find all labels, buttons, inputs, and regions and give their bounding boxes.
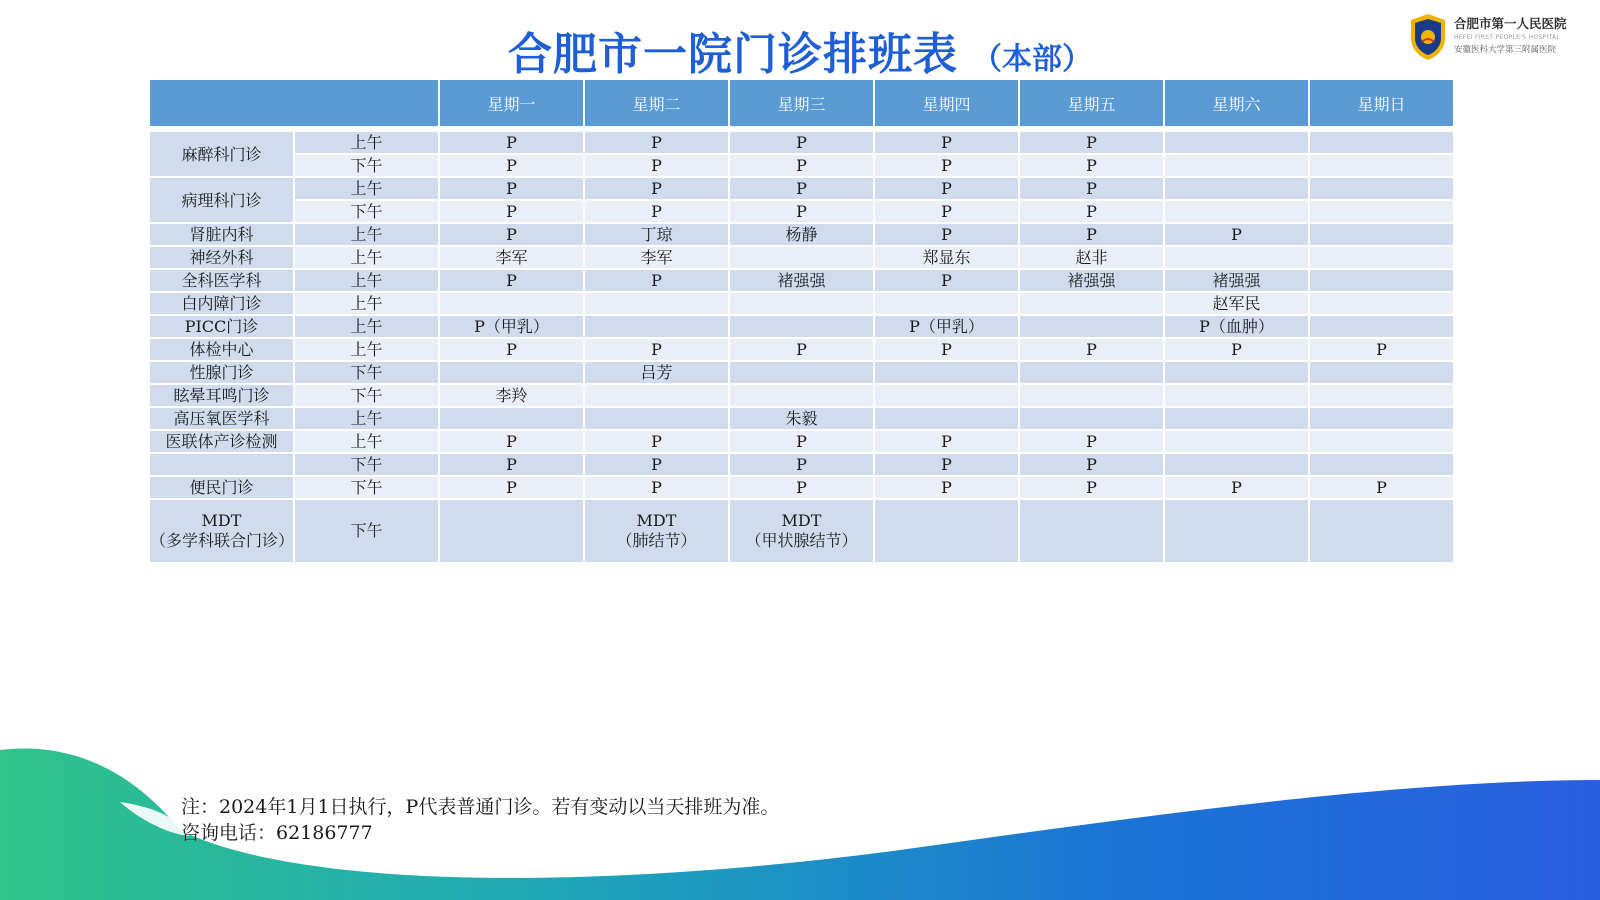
schedule-cell: 李羚 [440, 385, 583, 406]
schedule-cell [1310, 247, 1453, 268]
time-cell: 上午 [295, 316, 438, 337]
time-cell: 下午 [295, 155, 438, 176]
table-row [150, 247, 1453, 268]
schedule-cell [875, 293, 1018, 314]
time-cell: 上午 [295, 224, 438, 245]
schedule-cell [1020, 293, 1163, 314]
table-row [150, 408, 1453, 429]
time-cell: 上午 [295, 408, 438, 429]
schedule-cell [730, 316, 873, 337]
schedule-cell: P [1020, 155, 1163, 176]
schedule-cell: P [875, 132, 1018, 153]
header-day: 星期三 [730, 80, 873, 126]
dept-cell-mdt-line1: MDT [201, 511, 242, 530]
dept-cell: 麻醉科门诊 [150, 132, 293, 176]
schedule-cell [1310, 201, 1453, 222]
schedule-cell: P [730, 132, 873, 153]
schedule-cell [1165, 132, 1308, 153]
note-phone: 咨询电话：62186777 [181, 822, 373, 844]
dept-cell: 高压氧医学科 [150, 408, 293, 429]
schedule-cell [875, 408, 1018, 429]
schedule-cell [1020, 385, 1163, 406]
schedule-cell-mdt-tue-line1: MDT [636, 511, 677, 530]
schedule-cell: P [440, 270, 583, 291]
table-row [150, 385, 1453, 406]
schedule-cell [1165, 500, 1308, 562]
schedule-cell [1310, 293, 1453, 314]
schedule-cell-mdt-tue-line2: （肺结节） [616, 531, 697, 550]
schedule-cell: P [440, 454, 583, 475]
dept-cell-mdt-line2: （多学科联合门诊） [150, 531, 295, 550]
schedule-cell: P [585, 454, 728, 475]
schedule-cell [1165, 362, 1308, 383]
table-row-mdt [150, 500, 1453, 562]
header-day: 星期六 [1165, 80, 1308, 126]
header-day: 星期二 [585, 80, 728, 126]
schedule-cell [730, 293, 873, 314]
schedule-cell [875, 362, 1018, 383]
time-cell: 上午 [295, 247, 438, 268]
header-corner [150, 80, 438, 126]
schedule-cell: 郑显东 [875, 247, 1018, 268]
time-cell: 下午 [295, 477, 438, 498]
schedule-cell: 褚强强 [1165, 270, 1308, 291]
schedule-cell [1165, 178, 1308, 199]
header-day: 星期日 [1310, 80, 1453, 126]
schedule-cell [1310, 224, 1453, 245]
schedule-cell: P [875, 270, 1018, 291]
dept-cell: 性腺门诊 [150, 362, 293, 383]
schedule-cell: P [730, 155, 873, 176]
schedule-cell: P [440, 224, 583, 245]
schedule-cell [1020, 362, 1163, 383]
time-cell: 上午 [295, 431, 438, 452]
schedule-cell: 赵非 [1020, 247, 1163, 268]
dept-cell: PICC门诊 [150, 316, 293, 337]
schedule-cell-mdt-tue [585, 500, 728, 562]
schedule-cell: P [875, 201, 1018, 222]
schedule-cell [1310, 408, 1453, 429]
page-title [0, 18, 1600, 82]
table-row [150, 316, 1453, 337]
schedule-cell [585, 316, 728, 337]
schedule-cell: 李军 [585, 247, 728, 268]
schedule-cell: 吕芳 [585, 362, 728, 383]
schedule-cell: P [730, 339, 873, 360]
schedule-cell [1310, 155, 1453, 176]
schedule-cell [1165, 155, 1308, 176]
schedule-cell: P [1165, 477, 1308, 498]
table-row [150, 477, 1453, 498]
schedule-cell: P [730, 178, 873, 199]
dept-cell: 神经外科 [150, 247, 293, 268]
schedule-cell [1165, 201, 1308, 222]
hospital-logo [1408, 12, 1588, 62]
schedule-cell [1165, 431, 1308, 452]
schedule-cell: 褚强强 [1020, 270, 1163, 291]
schedule-cell: P [875, 431, 1018, 452]
schedule-cell: P [440, 477, 583, 498]
schedule-body [150, 128, 1453, 562]
table-row [150, 201, 1453, 222]
schedule-cell: P [585, 477, 728, 498]
schedule-cell: P [875, 224, 1018, 245]
schedule-cell [1165, 454, 1308, 475]
footer-note [181, 794, 779, 846]
table-header-row [150, 80, 1453, 126]
schedule-cell: 褚强强 [730, 270, 873, 291]
dept-cell: 肾脏内科 [150, 224, 293, 245]
schedule-cell: P [1020, 132, 1163, 153]
schedule-cell: P [440, 201, 583, 222]
schedule-cell [440, 293, 583, 314]
time-cell: 上午 [295, 270, 438, 291]
schedule-cell: 杨静 [730, 224, 873, 245]
schedule-cell [875, 500, 1018, 562]
schedule-cell [1310, 431, 1453, 452]
schedule-cell: P [585, 132, 728, 153]
schedule-cell [440, 408, 583, 429]
schedule-cell: 李军 [440, 247, 583, 268]
header-day: 星期一 [440, 80, 583, 126]
schedule-cell: P（血肿） [1165, 316, 1308, 337]
dept-cell-mdt [150, 500, 293, 562]
schedule-cell: P [585, 178, 728, 199]
schedule-cell-mdt-wed [730, 500, 873, 562]
dept-cell: 体检中心 [150, 339, 293, 360]
schedule-cell [1310, 178, 1453, 199]
schedule-cell [1165, 385, 1308, 406]
schedule-cell: P [1020, 224, 1163, 245]
schedule-cell-mdt-wed-line1: MDT [781, 511, 822, 530]
schedule-cell [1020, 408, 1163, 429]
schedule-cell [730, 362, 873, 383]
table-row [150, 132, 1453, 153]
schedule-cell: 丁琼 [585, 224, 728, 245]
dept-cell: 全科医学科 [150, 270, 293, 291]
schedule-cell: P [1310, 477, 1453, 498]
schedule-cell: P [875, 178, 1018, 199]
schedule-cell [440, 362, 583, 383]
schedule-cell: P [585, 201, 728, 222]
time-cell: 下午 [295, 385, 438, 406]
schedule-cell: P [440, 339, 583, 360]
schedule-cell [1310, 454, 1453, 475]
table-row [150, 454, 1453, 475]
dept-cell: 便民门诊 [150, 477, 293, 498]
schedule-cell: P [1020, 454, 1163, 475]
schedule-cell: P [440, 132, 583, 153]
time-cell: 上午 [295, 339, 438, 360]
schedule-cell [1310, 316, 1453, 337]
table-row [150, 155, 1453, 176]
schedule-cell: P [1165, 339, 1308, 360]
schedule-cell: P [875, 477, 1018, 498]
schedule-table [148, 78, 1455, 564]
schedule-cell: P [730, 431, 873, 452]
schedule-cell: P [730, 454, 873, 475]
header-day: 星期五 [1020, 80, 1163, 126]
schedule-cell-mdt-wed-line2: （甲状腺结节） [745, 531, 858, 550]
schedule-cell [1165, 408, 1308, 429]
title-main: 合肥市一院门诊排班表 [508, 29, 958, 80]
dept-cell: 病理科门诊 [150, 178, 293, 222]
schedule-cell: P [875, 339, 1018, 360]
hospital-emblem-icon [1408, 12, 1448, 62]
schedule-cell: P [1310, 339, 1453, 360]
schedule-cell [585, 408, 728, 429]
schedule-cell: P [730, 477, 873, 498]
table-row [150, 339, 1453, 360]
schedule-cell: P [585, 339, 728, 360]
time-cell: 上午 [295, 132, 438, 153]
schedule-cell: 赵军民 [1165, 293, 1308, 314]
dept-cell: 眩晕耳鸣门诊 [150, 385, 293, 406]
schedule-cell: 朱毅 [730, 408, 873, 429]
schedule-cell: P [440, 431, 583, 452]
schedule-cell [875, 385, 1018, 406]
dept-cell: 白内障门诊 [150, 293, 293, 314]
table-row [150, 431, 1453, 452]
time-cell: 下午 [295, 454, 438, 475]
schedule-cell: P [440, 178, 583, 199]
schedule-cell: P [1020, 178, 1163, 199]
time-cell: 下午 [295, 201, 438, 222]
schedule-cell: P [875, 155, 1018, 176]
schedule-cell [585, 293, 728, 314]
dept-cell [150, 454, 293, 475]
logo-name-en: HEFEI FIRST PEOPLE'S HOSPITAL [1454, 34, 1561, 41]
dept-cell: 医联体产诊检测 [150, 431, 293, 452]
schedule-cell [585, 385, 728, 406]
table-row [150, 178, 1453, 199]
schedule-cell [1310, 132, 1453, 153]
schedule-cell: P [440, 155, 583, 176]
table-row [150, 270, 1453, 291]
schedule-cell: P [585, 270, 728, 291]
schedule-cell [1165, 247, 1308, 268]
header-day: 星期四 [875, 80, 1018, 126]
schedule-cell [1310, 270, 1453, 291]
schedule-cell: P [585, 155, 728, 176]
schedule-cell: P [1165, 224, 1308, 245]
time-cell: 上午 [295, 178, 438, 199]
title-subtitle: （本部） [972, 42, 1092, 77]
schedule-cell: P（甲乳） [875, 316, 1018, 337]
schedule-cell: P [730, 201, 873, 222]
schedule-cell [730, 247, 873, 268]
table-row [150, 362, 1453, 383]
table-row [150, 224, 1453, 245]
time-cell: 下午 [295, 500, 438, 562]
schedule-cell: P [585, 431, 728, 452]
schedule-cell: P [875, 454, 1018, 475]
logo-name-cn: 合肥市第一人民医院 [1454, 16, 1567, 31]
logo-affiliation: 安徽医科大学第三附属医院 [1454, 45, 1557, 55]
schedule-cell [1310, 385, 1453, 406]
schedule-cell [730, 385, 873, 406]
note-effective-date: 注：2024年1月1日执行，P代表普通门诊。若有变动以当天排班为准。 [181, 796, 780, 818]
schedule-cell [1310, 500, 1453, 562]
schedule-cell [440, 500, 583, 562]
time-cell: 上午 [295, 293, 438, 314]
table-row [150, 293, 1453, 314]
schedule-cell: P [1020, 201, 1163, 222]
time-cell: 下午 [295, 362, 438, 383]
schedule-cell: P（甲乳） [440, 316, 583, 337]
schedule-cell [1020, 316, 1163, 337]
schedule-cell: P [1020, 477, 1163, 498]
schedule-cell: P [1020, 431, 1163, 452]
schedule-cell [1020, 500, 1163, 562]
schedule-cell [1310, 362, 1453, 383]
schedule-cell: P [1020, 339, 1163, 360]
